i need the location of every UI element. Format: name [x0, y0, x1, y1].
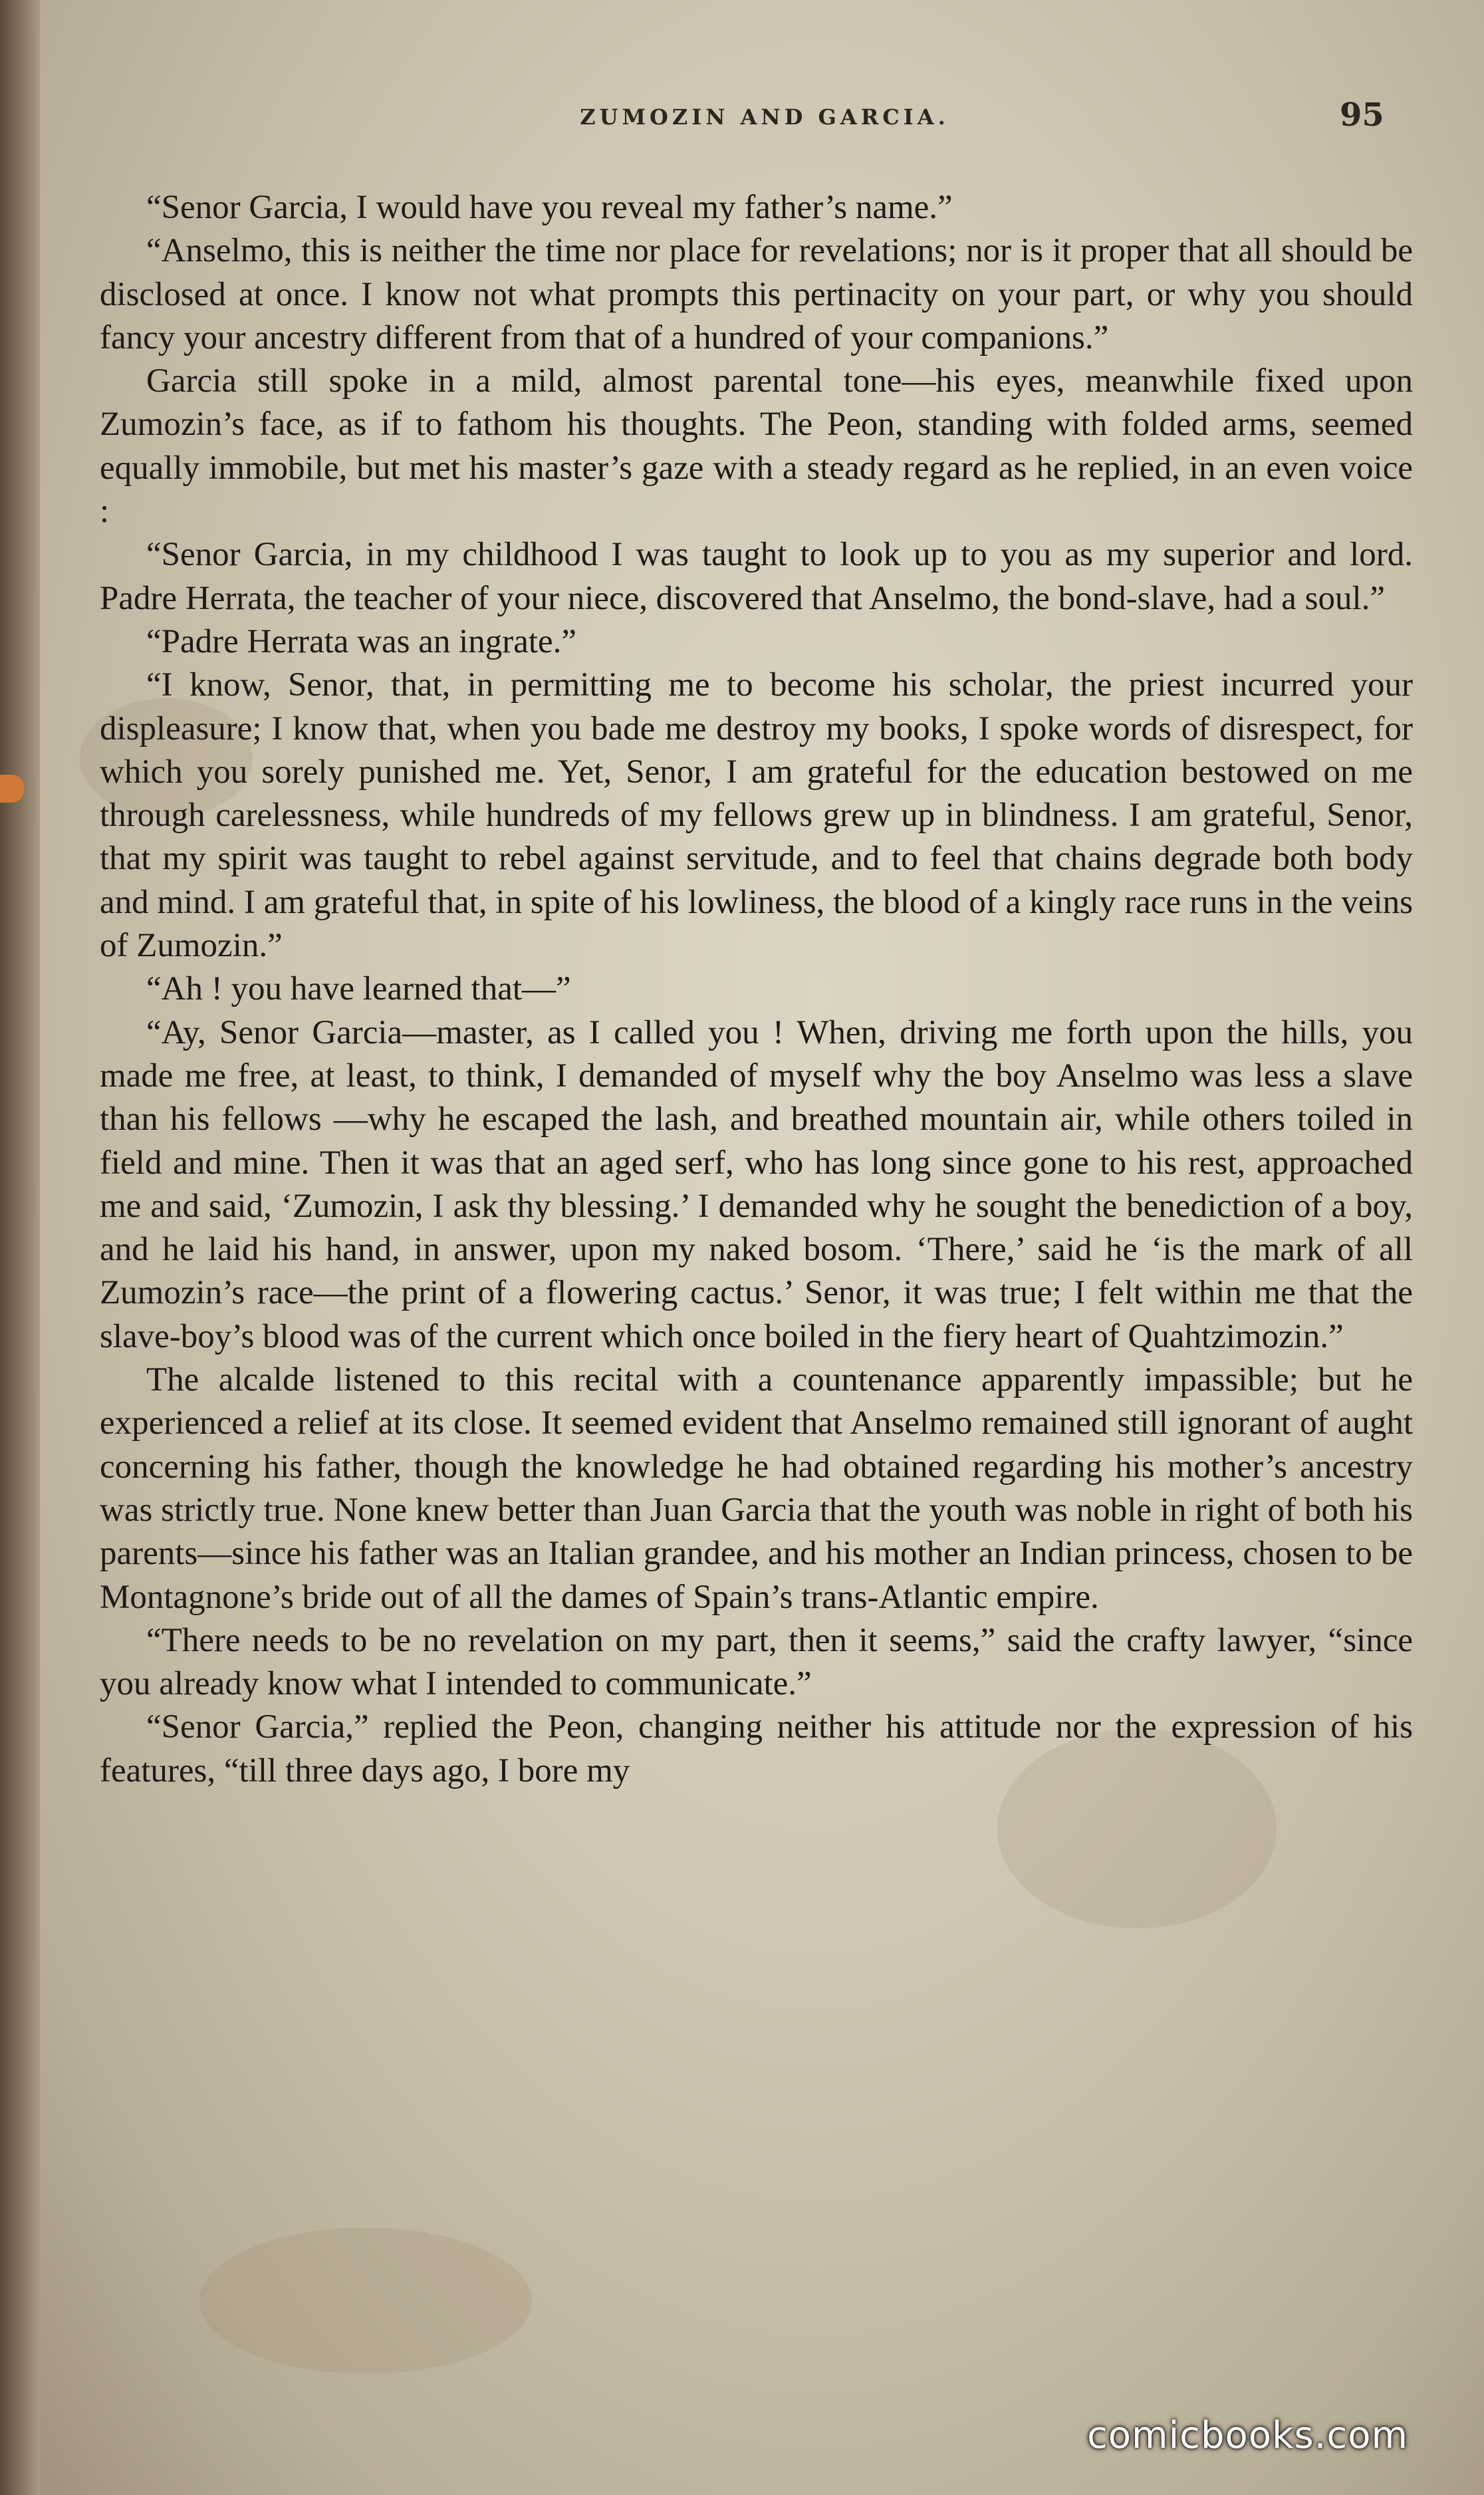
paper-stain: [199, 2228, 532, 2374]
paragraph: “There needs to be no revelation on my part, then it seems,” said the crafty lawyer, “since you already know what I intended to communicate.”: [100, 1621, 1413, 1703]
page-header: [0, 96, 1484, 143]
body-text: [100, 186, 1413, 1793]
paragraph: “Senor Garcia,” replied the Peon, changing neither his attitude nor the expression of his features, “till three days ago, I bore my: [100, 1708, 1413, 1789]
paragraph: “Ah ! you have learned that—”: [146, 970, 571, 1008]
paragraph: “I know, Senor, that, in permitting me to become his scholar, the priest incurred your displeasure; I know that, when you bade me destroy my books, I spoke words of disrespect, for which you sorely punished me. Yet, Senor, I am grateful for the education bestowed on me through carelessness, while hundreds of my fellows grew up in blindness. I am grateful, Senor, that my spirit was taught to rebel against servitude, and to feel that chains degrade both body and mind. I am grateful that, in spite of his lowliness, the blood of a kingly race runs in the veins of Zumozin.”: [100, 666, 1413, 965]
paragraph: “Anselmo, this is neither the time nor place for revelations; nor is it proper that all should be disclosed at once. I know not what prompts this pertinacity on your part, or why you should fancy your ancestry different from that of a hundred of your companions.”: [100, 232, 1413, 356]
page-number: 95: [1340, 96, 1384, 134]
page-binding-edge: [0, 0, 40, 2495]
paragraph: “Padre Herrata was an ingrate.”: [146, 622, 577, 660]
paragraph: “Senor Garcia, I would have you reveal my father’s name.”: [146, 189, 953, 226]
running-head: ZUMOZIN AND GARCIA.: [580, 104, 949, 130]
paragraph: Garcia still spoke in a mild, almost parental tone—his eyes, meanwhile fixed upon Zumozin’s face, as if to fathom his thoughts. The Peon, standing with folded arms, seemed equally immobile, but met his master’s gaze with a steady regard as he replied, in an even voice :: [100, 362, 1413, 531]
page-tear-mark: [0, 775, 24, 803]
paragraph: “Senor Garcia, in my childhood I was taught to look up to you as my superior and lord. Padre Herrata, the teacher of your niece, discovered that Anselmo, the bond-slave, had a soul.”: [100, 536, 1413, 617]
paragraph: “Ay, Senor Garcia—master, as I called you ! When, driving me forth upon the hills, you made me free, at least, to think, I demanded of myself why the boy Anselmo was less a slave than his fellows —why he escaped the lash, and breathed mountain air, while others toiled in field and mine. Then it was that an aged serf, who has long since gone to his rest, approached me and said, ‘Zumozin, I ask thy blessing.’ I demanded why he sought the benediction of a boy, and he laid his hand, in answer, upon my naked bosom. ‘There,’ said he ‘is the mark of all Zumozin’s race—the print of a flowering cactus.’ Senor, it was true; I felt within me that the slave-boy’s blood was of the current which once boiled in the fiery heart of Quahtzimozin.”: [100, 1013, 1413, 1355]
watermark-text: comicbooks.com: [1087, 2414, 1409, 2457]
paragraph: The alcalde listened to this recital with a countenance apparently impassible; but he experienced a relief at its close. It seemed evident that Anselmo remained still ignorant of aught concerning his father, though the knowledge he had obtained regarding his mother’s ancestry was strictly true. None knew better than Juan Garcia that the youth was noble in right of both his parents—since his father was an Italian grandee, and his mother an Indian princess, chosen to be Montagnone’s bride out of all the dames of Spain’s trans-Atlantic empire.: [100, 1361, 1413, 1616]
